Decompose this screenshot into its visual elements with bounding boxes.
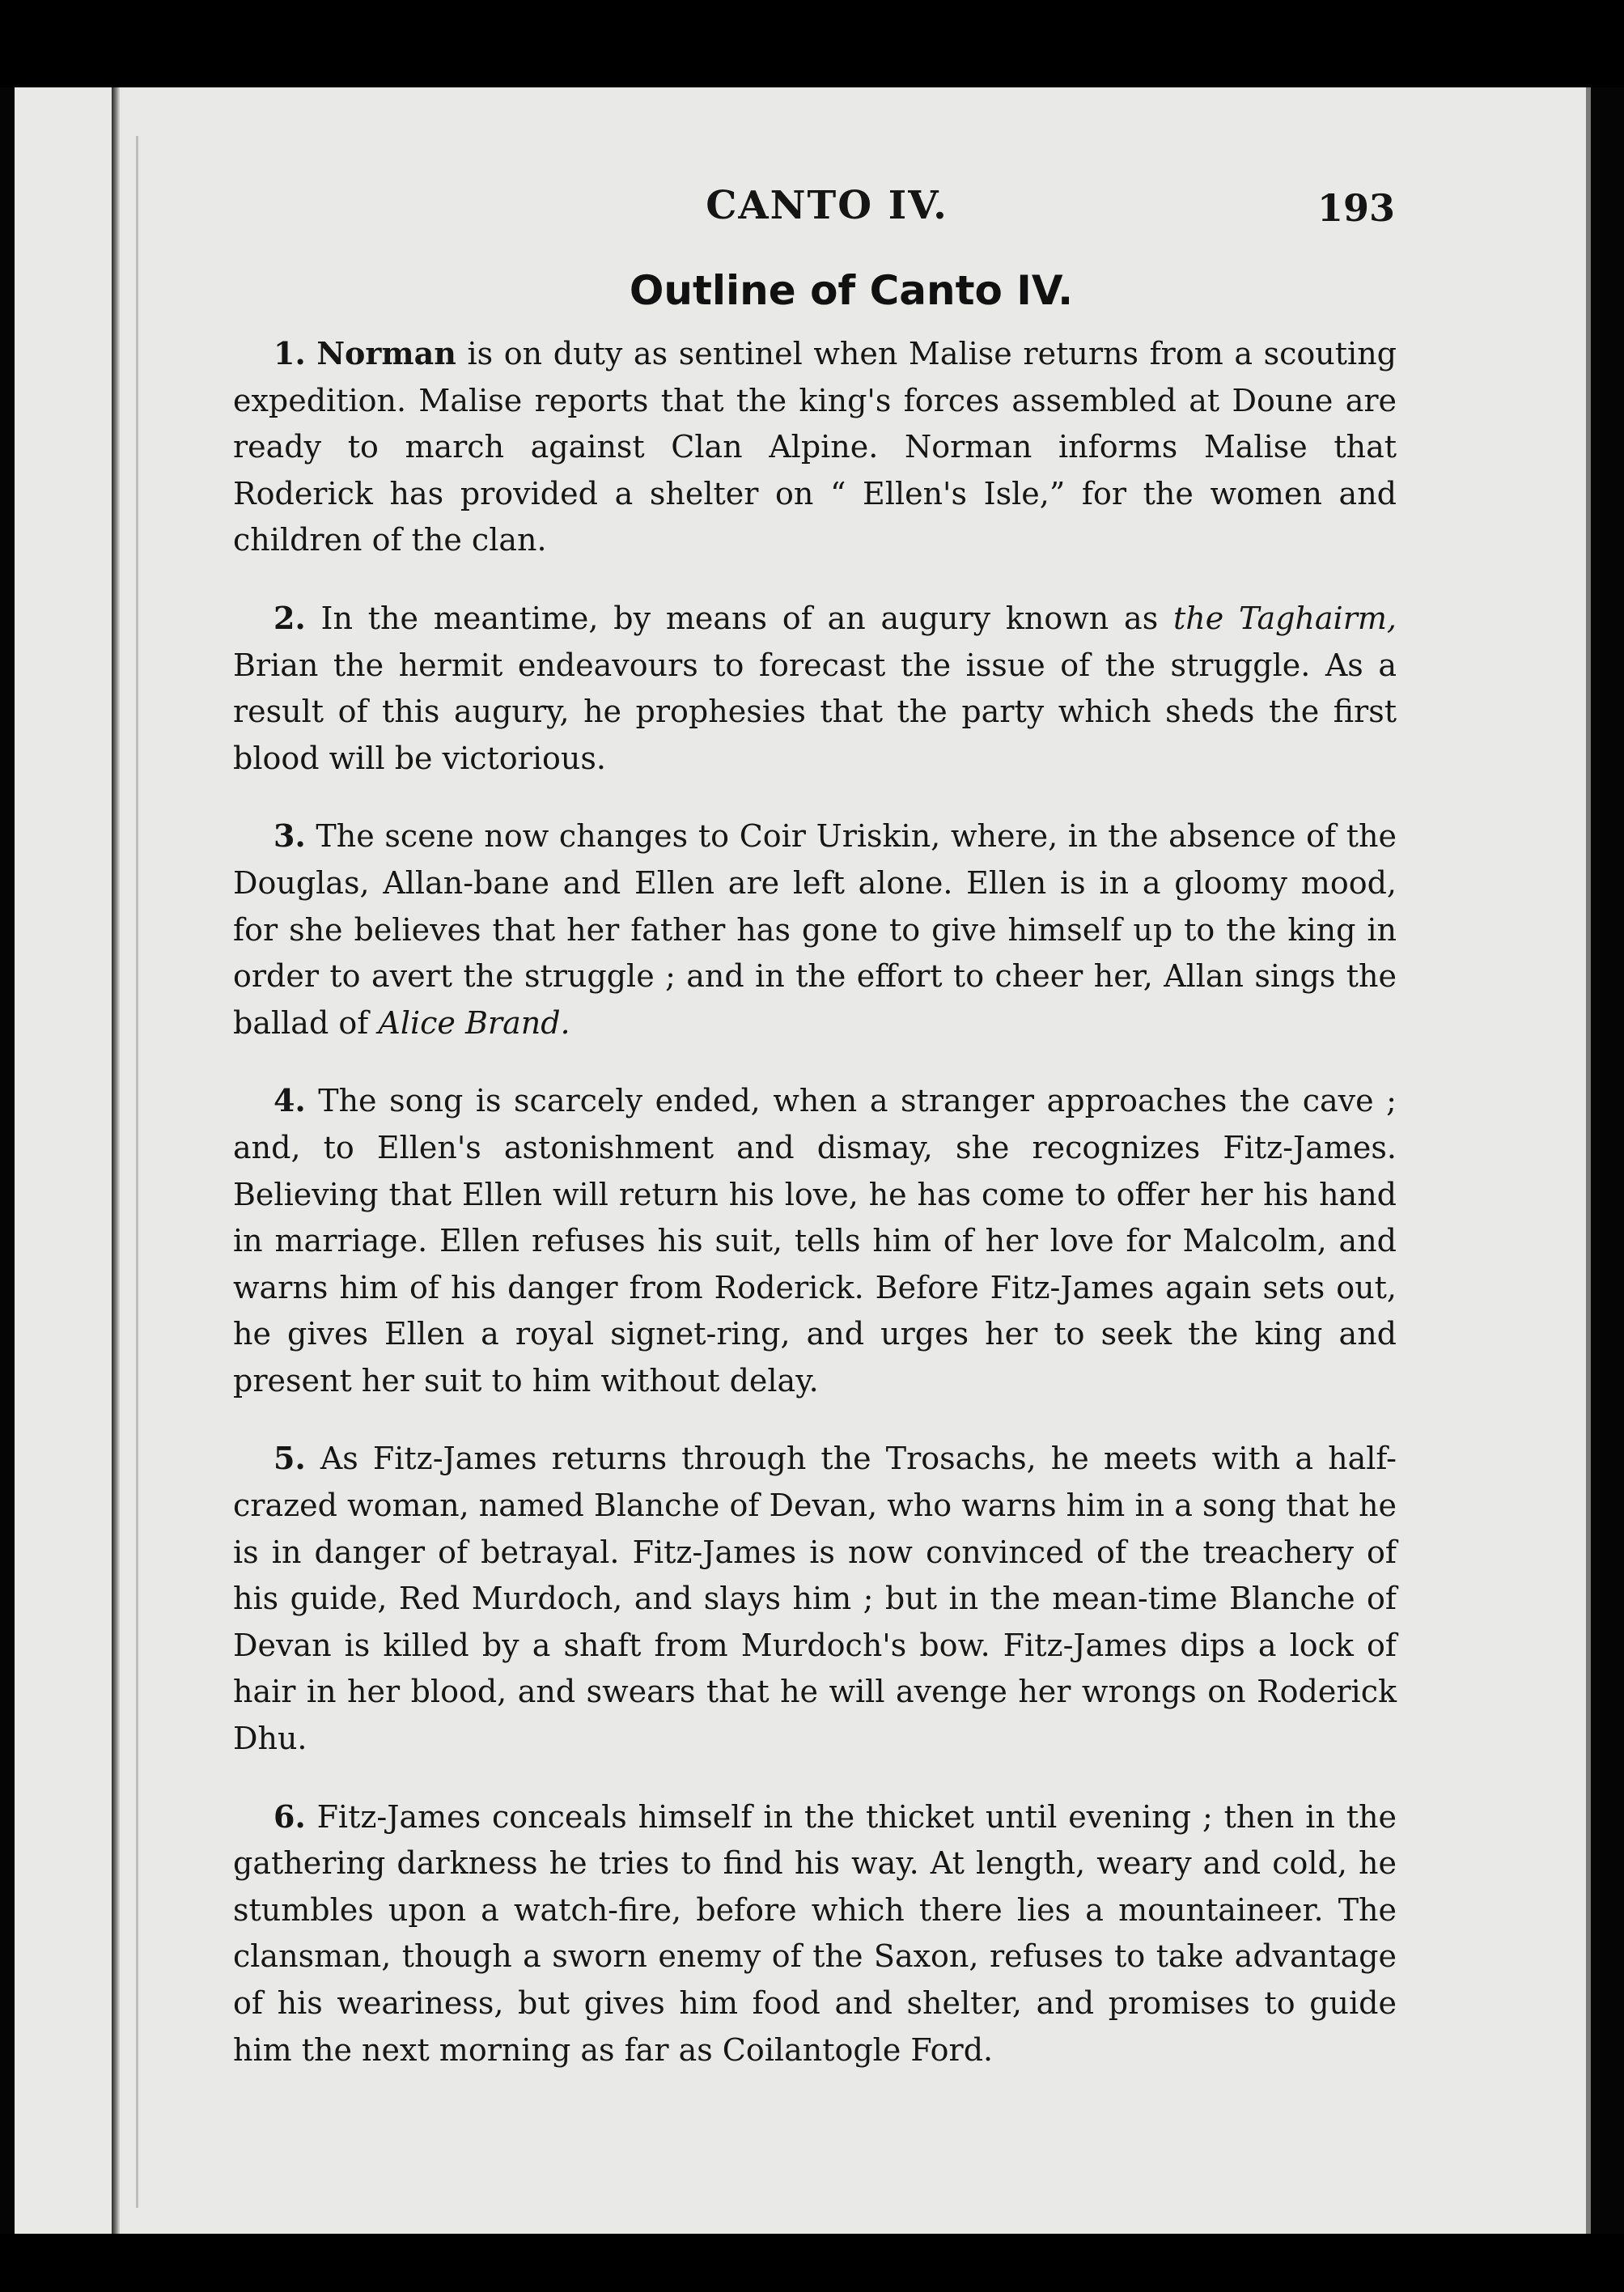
running-header — [15, 183, 1591, 240]
running-title: CANTO IV. — [706, 183, 948, 228]
paragraph-number: 4. — [273, 1082, 306, 1119]
paragraph-text: In the meantime, by means of an augury known as — [320, 600, 1159, 636]
paragraph-text: Brian the hermit endeavours to forecast the issue of the struggle. As a result of this augury, he prophesies that the party which sheds the first blood will be victorious. — [233, 647, 1397, 776]
paragraph-text: Fitz-James conceals himself in the thicket until evening ; then in the gathering darkness he tries to find his way. At length, weary and cold, he stumbles upon a watch-fire, before which there lies a mountaineer. The clansman, though a sworn enemy of the Saxon, refuses to take advantage of his weariness, but gives him food and shelter, and promises to guide him the next morning as far as Coilantogle Ford. — [233, 1798, 1397, 2068]
paragraph-number: 1. — [273, 335, 306, 371]
paragraph-text: is on duty as sentinel when Malise returns from a scouting expedition. Malise reports that the king's forces assembled at Doune are ready to march against Clan Alpine. Norman informs Malise that Roderick has provided a shelter on “ Ellen's Isle,” for the women and children of the clan. — [233, 336, 1397, 558]
page-gutter-line — [136, 136, 138, 2208]
paragraph-5 — [233, 1435, 1397, 1762]
outline-heading: Outline of Canto IV. — [629, 267, 1074, 314]
paragraph-number: 2. — [273, 599, 306, 636]
paragraph-2 — [233, 595, 1397, 782]
paragraph-text: The song is scarcely ended, when a stranger approaches the cave ; and, to Ellen's astonishment and dismay, she recognizes Fitz-James. Believing that Ellen will return his love, he has come to offer her his hand in marriage. Ellen refuses his suit, tells him of her love for Malcolm, and warns him of his danger from Roderick. Before Fitz-James again sets out, he gives Ellen a royal signet-ring, and urges her to seek the king and present her suit to him without delay. — [233, 1083, 1397, 1399]
paragraph-lead-word: Norman — [316, 335, 456, 371]
scan-bottom-border — [0, 2234, 1624, 2292]
scan-speck — [1582, 68, 1614, 79]
page-gutter — [112, 87, 120, 2234]
paragraph-text: The scene now changes to Coir Uriskin, where, in the absence of the Douglas, Allan-bane and Ellen are left alone. Ellen is in a gloomy mood, for she believes that her father has gone to give himself up to the king in order to avert the struggle ; and in the effort to cheer her, Allan sings the ballad of — [233, 818, 1397, 1041]
paragraph-number: 5. — [273, 1440, 306, 1477]
outline-body — [233, 330, 1397, 2073]
paragraph-1 — [233, 330, 1397, 564]
paragraph-number: 6. — [273, 1798, 306, 1835]
paragraph-italic-title: Alice Brand. — [378, 1004, 570, 1041]
scan-top-border — [0, 0, 1624, 87]
paragraph-number: 3. — [273, 817, 306, 855]
page-number: 193 — [1317, 186, 1395, 230]
paragraph-italic-term: the Taghairm, — [1173, 600, 1397, 636]
paragraph-4 — [233, 1077, 1397, 1404]
paragraph-6 — [233, 1793, 1397, 2074]
paragraph-3 — [233, 813, 1397, 1046]
book-page — [15, 87, 1591, 2234]
paragraph-text: As Fitz-James returns through the Trosachs, he meets with a half-crazed woman, named Blanche of Devan, who warns him in a song that he is in danger of betrayal. Fitz-James is now convinced of the treachery of his guide, Red Murdoch, and slays him ; but in the mean-time Blanche of Devan is killed by a shaft from Murdoch's bow. Fitz-James dips a lock of hair in her blood, and swears that he will avenge her wrongs on Roderick Dhu. — [233, 1441, 1397, 1757]
